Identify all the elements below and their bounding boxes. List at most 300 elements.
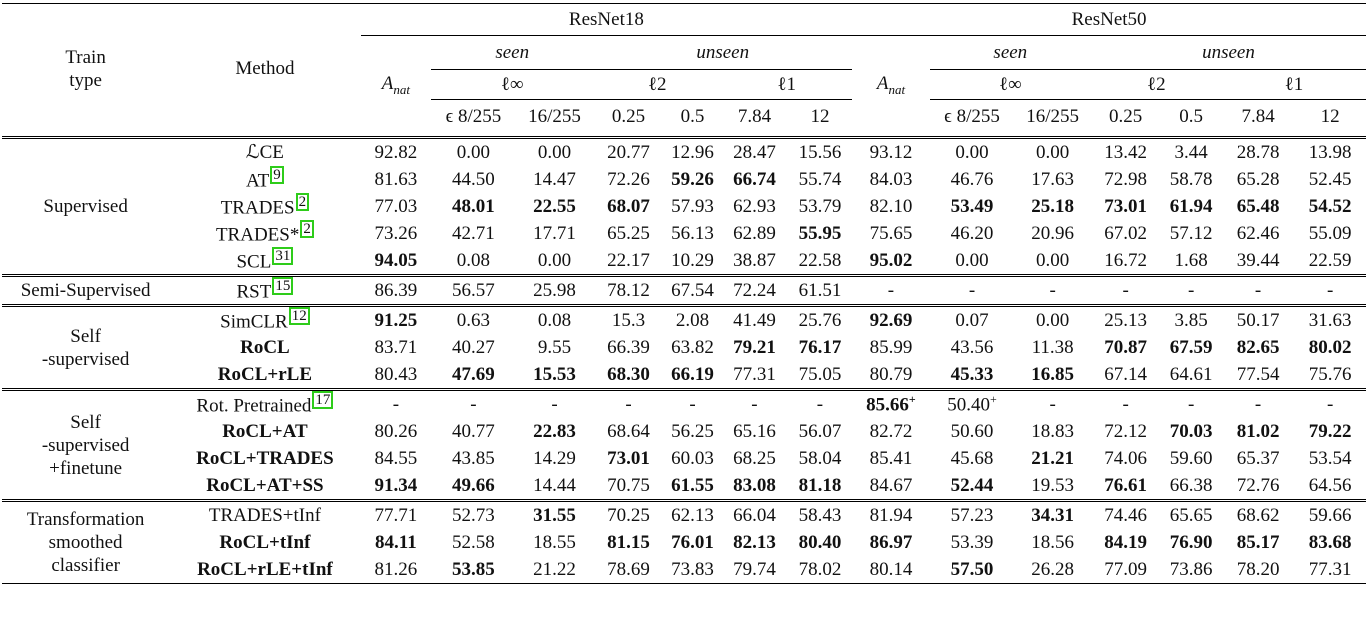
value-cell: - <box>1254 393 1262 415</box>
method-label: AT <box>246 170 270 192</box>
method-cell <box>169 390 360 419</box>
l2-header-r50: ℓ2 <box>1091 70 1222 100</box>
eps-header: 16/255 <box>1026 106 1079 127</box>
value-cell: 14.47 <box>533 168 576 190</box>
table-row <box>2 138 1366 167</box>
value-cell: 58.78 <box>1169 168 1213 190</box>
value-cell: - <box>751 393 758 415</box>
value-cell: - <box>1049 393 1056 415</box>
method-cell <box>169 138 360 167</box>
train-type-cell: Self -supervised +finetune <box>2 390 169 501</box>
value-cell: 84.55 <box>374 447 418 469</box>
eps-header: 7.84 <box>1241 106 1275 127</box>
method-label: SimCLR <box>220 311 288 333</box>
unseen-header-r18: unseen <box>593 36 852 70</box>
value-cell: 81.15 <box>607 531 650 553</box>
value-cell: 18.83 <box>1031 420 1074 442</box>
value-cell: 22.83 <box>533 420 576 442</box>
eps-header: 16/255 <box>528 106 581 127</box>
value-cell: 0.08 <box>431 247 516 276</box>
value-cell: - <box>852 276 930 306</box>
method-cell <box>169 556 360 584</box>
method-label: ℒCE <box>245 142 284 163</box>
value-cell: 65.37 <box>1236 447 1280 469</box>
value-cell: 78.02 <box>788 556 852 584</box>
value-cell: 67.59 <box>1169 336 1213 358</box>
citation-link[interactable]: 9 <box>270 166 284 184</box>
value-cell: 25.13 <box>1104 309 1148 331</box>
value-cell: 73.01 <box>1104 195 1148 217</box>
method-label: RoCL+TRADES <box>196 447 334 469</box>
citation-link[interactable]: 31 <box>272 247 293 265</box>
method-cell <box>169 501 360 530</box>
value-cell: 19.53 <box>1014 472 1091 501</box>
value-cell: 55.95 <box>798 222 842 244</box>
value-cell: 55.09 <box>1308 222 1352 244</box>
value-cell: 84.19 <box>1104 531 1148 553</box>
table-row <box>2 445 1366 472</box>
value-cell: 70.25 <box>607 504 650 526</box>
value-cell: 80.43 <box>361 361 432 390</box>
l1-header-r18: ℓ1 <box>721 70 852 100</box>
value-cell: 0.00 <box>1035 141 1070 163</box>
eps-header: ϵ 8/255 <box>445 106 502 127</box>
value-cell: - <box>470 393 477 415</box>
method-cell <box>169 529 360 556</box>
method-label: RoCL+rLE+tInf <box>197 558 333 580</box>
value-cell: 83.68 <box>1308 531 1352 553</box>
value-cell: 64.56 <box>1294 472 1366 501</box>
value-cell: 46.76 <box>950 168 994 190</box>
value-cell: 74.06 <box>1104 447 1148 469</box>
value-cell: 3.85 <box>1174 309 1208 331</box>
value-cell: 81.63 <box>374 168 418 190</box>
unseen-header-r50: unseen <box>1091 36 1366 70</box>
value-cell: 79.21 <box>733 336 776 358</box>
value-cell: 50.40+ <box>947 392 997 416</box>
value-cell: 72.26 <box>607 168 650 190</box>
method-label: RST <box>236 281 272 303</box>
eps-header: ϵ 8/255 <box>944 106 1000 127</box>
method-label: SCL <box>236 251 272 273</box>
citation-link[interactable]: 12 <box>289 307 310 325</box>
table-row <box>2 529 1366 556</box>
value-cell: 70.75 <box>593 472 664 501</box>
value-cell: 78.12 <box>593 276 664 306</box>
value-cell: 20.96 <box>1031 222 1074 244</box>
value-cell: 59.60 <box>1169 447 1213 469</box>
citation-link[interactable]: 2 <box>300 220 314 238</box>
value-cell: 86.97 <box>869 531 913 553</box>
method-cell <box>169 445 360 472</box>
value-cell: 22.58 <box>788 247 852 276</box>
anat-header-r50: $A_{nat}$ <box>876 72 906 97</box>
value-cell: 77.54 <box>1222 361 1295 390</box>
value-cell: 21.21 <box>1031 447 1074 469</box>
value-cell: 15.56 <box>798 141 842 163</box>
method-label: TRADES <box>220 197 295 219</box>
value-cell: 0.00 <box>456 141 491 163</box>
value-cell: 52.44 <box>930 472 1015 501</box>
value-cell: 81.94 <box>869 504 913 526</box>
value-cell: 86.39 <box>361 276 432 306</box>
value-cell: 56.07 <box>798 420 842 442</box>
table-row <box>2 556 1366 584</box>
value-cell: 25.98 <box>516 276 594 306</box>
value-cell: 46.20 <box>950 222 994 244</box>
value-cell: 81.26 <box>361 556 432 584</box>
value-cell: 43.56 <box>950 336 994 358</box>
value-cell: 52.58 <box>452 531 495 553</box>
value-cell: 66.38 <box>1160 472 1221 501</box>
value-cell: 0.08 <box>537 309 572 331</box>
value-cell: 75.05 <box>788 361 852 390</box>
value-cell: 60.03 <box>671 447 714 469</box>
value-cell: 56.13 <box>671 222 714 244</box>
value-cell: 56.25 <box>671 420 714 442</box>
results-table <box>2 3 1366 584</box>
value-cell: 77.03 <box>374 195 418 217</box>
value-cell: 53.85 <box>431 556 516 584</box>
value-cell: 65.65 <box>1169 504 1213 526</box>
value-cell: 57.12 <box>1169 222 1213 244</box>
table-row <box>2 193 1366 220</box>
l1-header-r50: ℓ1 <box>1222 70 1366 100</box>
value-cell: 63.82 <box>671 336 714 358</box>
method-cell <box>169 418 360 445</box>
value-cell: 25.18 <box>1031 195 1074 217</box>
value-cell: 85.17 <box>1236 531 1280 553</box>
value-cell: 9.55 <box>537 336 572 358</box>
value-cell: 80.02 <box>1308 336 1352 358</box>
method-label: RoCL+AT <box>222 420 308 442</box>
table-row <box>2 334 1366 361</box>
value-cell: 79.22 <box>1308 420 1352 442</box>
value-cell: 66.39 <box>607 336 650 358</box>
value-cell: 82.10 <box>869 195 913 217</box>
value-cell: 78.69 <box>593 556 664 584</box>
value-cell: 75.76 <box>1294 361 1366 390</box>
value-cell: 80.79 <box>852 361 930 390</box>
value-cell: 50.17 <box>1236 309 1280 331</box>
value-cell: 77.31 <box>721 361 787 390</box>
l2-header-r18: ℓ2 <box>593 70 721 100</box>
value-cell: 56.57 <box>431 276 516 306</box>
eps-header: 12 <box>810 106 830 127</box>
value-cell: 3.44 <box>1174 141 1208 163</box>
value-cell: 62.13 <box>671 504 714 526</box>
value-cell: 20.77 <box>607 141 650 163</box>
value-cell: 72.76 <box>1222 472 1295 501</box>
value-cell: 64.61 <box>1160 361 1221 390</box>
value-cell: 59.26 <box>671 168 714 190</box>
value-cell: 0.00 <box>1014 247 1091 276</box>
value-cell: 66.04 <box>733 504 776 526</box>
value-cell: 17.63 <box>1031 168 1074 190</box>
value-cell: 73.26 <box>374 222 418 244</box>
value-cell: - <box>1091 276 1161 306</box>
value-cell: 62.89 <box>733 222 776 244</box>
value-cell: 13.42 <box>1104 141 1148 163</box>
seen-header-r18: seen <box>431 36 593 70</box>
method-cell <box>169 166 360 193</box>
train-type-cell: Supervised <box>2 138 169 276</box>
value-cell: 50.60 <box>950 420 994 442</box>
value-cell: 28.78 <box>1236 141 1280 163</box>
value-cell: 68.62 <box>1236 504 1280 526</box>
value-cell: 45.68 <box>950 447 994 469</box>
method-cell <box>169 306 360 335</box>
value-cell: 76.61 <box>1091 472 1161 501</box>
table-row <box>2 247 1366 276</box>
value-cell: 82.13 <box>733 531 776 553</box>
value-cell: 0.00 <box>955 141 989 163</box>
value-cell: 80.14 <box>852 556 930 584</box>
value-cell: 16.85 <box>1014 361 1091 390</box>
value-cell: 91.34 <box>361 472 432 501</box>
value-cell: 85.66+ <box>866 392 916 416</box>
citation-link[interactable]: 15 <box>272 277 293 295</box>
value-cell: 41.49 <box>733 309 776 331</box>
value-cell: - <box>689 393 696 415</box>
train-type-cell: Transformation smoothed classifier <box>2 501 169 584</box>
value-cell: 48.01 <box>452 195 495 217</box>
method-header: Method <box>169 4 360 135</box>
value-cell: 78.20 <box>1222 556 1295 584</box>
value-cell: 83.08 <box>721 472 787 501</box>
value-cell: 52.73 <box>452 504 495 526</box>
value-cell: 85.99 <box>869 336 913 358</box>
value-cell: 12.96 <box>671 141 714 163</box>
table-row <box>2 166 1366 193</box>
linf-header-r50: ℓ∞ <box>930 70 1091 100</box>
value-cell: 16.72 <box>1091 247 1161 276</box>
value-cell: 54.52 <box>1308 195 1352 217</box>
value-cell: 92.69 <box>869 309 913 331</box>
value-cell: 65.48 <box>1236 195 1280 217</box>
table-row <box>2 472 1366 501</box>
value-cell: 76.90 <box>1169 531 1213 553</box>
method-label: TRADES+tInf <box>208 504 321 526</box>
table-row <box>2 390 1366 419</box>
value-cell: 80.26 <box>374 420 418 442</box>
value-cell: 72.12 <box>1104 420 1148 442</box>
table-row <box>2 501 1366 530</box>
value-cell: 84.67 <box>852 472 930 501</box>
value-cell: 15.3 <box>611 309 646 331</box>
seen-header-r50: seen <box>930 36 1091 70</box>
value-cell: - <box>930 276 1015 306</box>
value-cell: 44.50 <box>452 168 495 190</box>
value-cell: 68.25 <box>733 447 776 469</box>
linf-header-r18: ℓ∞ <box>431 70 593 100</box>
citation-link[interactable]: 2 <box>296 193 310 211</box>
value-cell: 2.08 <box>675 309 710 331</box>
value-cell: 38.87 <box>721 247 787 276</box>
value-cell: 53.49 <box>950 195 994 217</box>
value-cell: 79.74 <box>721 556 787 584</box>
eps-header: 0.5 <box>680 106 705 127</box>
value-cell: 73.86 <box>1160 556 1221 584</box>
value-cell: 25.76 <box>798 309 842 331</box>
value-cell: 61.51 <box>788 276 852 306</box>
value-cell: 11.38 <box>1031 336 1074 358</box>
value-cell: - <box>1327 393 1334 415</box>
value-cell: 70.87 <box>1104 336 1148 358</box>
method-label: Rot. Pretrained <box>196 395 312 417</box>
method-cell <box>169 472 360 501</box>
eps-header: 0.25 <box>611 106 646 127</box>
value-cell: 95.02 <box>852 247 930 276</box>
value-cell: 45.33 <box>930 361 1015 390</box>
value-cell: 84.11 <box>375 531 417 553</box>
value-cell: 0.00 <box>930 247 1015 276</box>
value-cell: - <box>625 393 632 415</box>
value-cell: 0.00 <box>516 247 594 276</box>
value-cell: 65.28 <box>1236 168 1280 190</box>
eps-header: 0.5 <box>1179 106 1203 127</box>
value-cell: 73.83 <box>664 556 721 584</box>
value-cell: 77.71 <box>374 504 418 526</box>
value-cell: 77.09 <box>1091 556 1161 584</box>
value-cell: 81.02 <box>1236 420 1280 442</box>
value-cell: 18.55 <box>533 531 576 553</box>
value-cell: 52.45 <box>1308 168 1352 190</box>
value-cell: 68.07 <box>607 195 650 217</box>
value-cell: 92.82 <box>374 141 418 163</box>
method-label: RoCL <box>240 336 290 358</box>
value-cell: 57.93 <box>671 195 714 217</box>
value-cell: 74.46 <box>1104 504 1148 526</box>
value-cell: 76.01 <box>671 531 714 553</box>
value-cell: 68.30 <box>593 361 664 390</box>
table-row <box>2 418 1366 445</box>
value-cell: 82.72 <box>869 420 913 442</box>
eps-header: 12 <box>1320 106 1340 127</box>
value-cell: 91.25 <box>374 309 418 331</box>
value-cell: 0.07 <box>955 309 989 331</box>
value-cell: 31.63 <box>1308 309 1352 331</box>
value-cell: 65.16 <box>733 420 776 442</box>
value-cell: 81.18 <box>788 472 852 501</box>
method-cell <box>169 361 360 390</box>
value-cell: 61.94 <box>1169 195 1213 217</box>
value-cell: 65.25 <box>607 222 650 244</box>
method-cell <box>169 276 360 306</box>
value-cell: 67.14 <box>1091 361 1161 390</box>
value-cell: 66.74 <box>733 168 776 190</box>
resnet18-header: ResNet18 <box>361 4 853 36</box>
value-cell: 62.93 <box>733 195 776 217</box>
value-cell: 58.04 <box>798 447 842 469</box>
train-type-header: Train type <box>2 4 169 135</box>
value-cell: 80.40 <box>798 531 842 553</box>
method-cell <box>169 334 360 361</box>
value-cell: 72.24 <box>721 276 787 306</box>
train-type-cell: Self -supervised <box>2 306 169 390</box>
method-cell <box>169 247 360 276</box>
value-cell: 62.46 <box>1236 222 1280 244</box>
value-cell: 85.41 <box>869 447 913 469</box>
value-cell: 67.02 <box>1104 222 1148 244</box>
value-cell: 67.54 <box>664 276 721 306</box>
value-cell: 47.69 <box>431 361 516 390</box>
value-cell: 14.29 <box>533 447 576 469</box>
anat-header-r18: $A_{nat}$ <box>381 72 410 97</box>
eps-header: 7.84 <box>737 106 772 127</box>
method-label: RoCL+AT+SS <box>206 474 324 496</box>
value-cell: 57.50 <box>930 556 1015 584</box>
value-cell: 76.17 <box>798 336 842 358</box>
value-cell: 0.00 <box>537 141 572 163</box>
value-cell: - <box>1222 276 1295 306</box>
value-cell: - <box>1160 276 1221 306</box>
value-cell: 14.44 <box>516 472 594 501</box>
method-cell <box>169 220 360 247</box>
value-cell: 72.98 <box>1104 168 1148 190</box>
method-label: RoCL+tInf <box>219 531 311 553</box>
value-cell: 53.79 <box>798 195 842 217</box>
method-label: TRADES* <box>215 224 300 246</box>
value-cell: 58.43 <box>798 504 842 526</box>
value-cell: 70.03 <box>1169 420 1213 442</box>
citation-link[interactable]: 17 <box>312 391 333 409</box>
table-row <box>2 220 1366 247</box>
value-cell: 93.12 <box>869 141 913 163</box>
value-cell: 82.65 <box>1236 336 1280 358</box>
value-cell: 94.05 <box>361 247 432 276</box>
value-cell: - <box>392 393 400 415</box>
table-row <box>2 276 1366 306</box>
value-cell: 18.56 <box>1031 531 1074 553</box>
value-cell: 39.44 <box>1222 247 1295 276</box>
value-cell: 73.01 <box>607 447 650 469</box>
table-row <box>2 306 1366 335</box>
value-cell: 34.31 <box>1031 504 1074 526</box>
value-cell: - <box>816 393 824 415</box>
value-cell: 53.54 <box>1308 447 1352 469</box>
value-cell: 84.03 <box>869 168 913 190</box>
value-cell: - <box>551 393 558 415</box>
value-cell: 17.71 <box>533 222 576 244</box>
resnet50-header: ResNet50 <box>852 4 1366 36</box>
value-cell: 31.55 <box>533 504 576 526</box>
value-cell: 10.29 <box>664 247 721 276</box>
value-cell: 43.85 <box>452 447 495 469</box>
method-cell <box>169 193 360 220</box>
value-cell: 75.65 <box>869 222 913 244</box>
value-cell: 57.23 <box>950 504 994 526</box>
value-cell: 40.77 <box>452 420 495 442</box>
value-cell: 53.39 <box>950 531 994 553</box>
method-label: RoCL+rLE <box>217 363 313 385</box>
value-cell: 49.66 <box>431 472 516 501</box>
value-cell: 26.28 <box>1014 556 1091 584</box>
value-cell: - <box>1187 393 1195 415</box>
value-cell: - <box>1294 276 1366 306</box>
value-cell: 28.47 <box>733 141 776 163</box>
value-cell: 66.19 <box>664 361 721 390</box>
value-cell: 61.55 <box>664 472 721 501</box>
value-cell: 21.22 <box>516 556 594 584</box>
value-cell: 22.59 <box>1294 247 1366 276</box>
value-cell: 68.64 <box>607 420 650 442</box>
table-row <box>2 361 1366 390</box>
value-cell: 42.71 <box>452 222 495 244</box>
value-cell: 15.53 <box>516 361 594 390</box>
value-cell: 59.66 <box>1308 504 1352 526</box>
value-cell: - <box>1014 276 1091 306</box>
